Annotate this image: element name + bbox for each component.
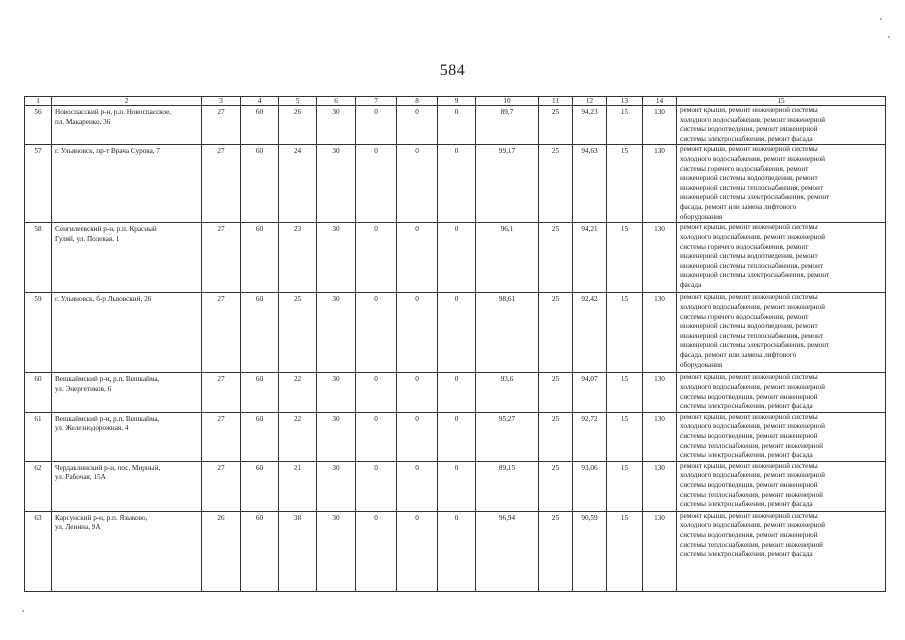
value-cell-c3: 27 — [202, 106, 241, 145]
value-cell-c11: 25 — [539, 373, 573, 412]
value-cell-c6: 30 — [317, 106, 356, 145]
header-cell: 11 — [539, 97, 573, 106]
address-line: г. Ульяновск, пр-т Врача Сурова, 7 — [55, 147, 160, 156]
value-cell-c11: 25 — [539, 223, 573, 293]
header-cell: 13 — [607, 97, 643, 106]
value-cell-c14: 130 — [643, 412, 677, 461]
header-cell: 1 — [25, 97, 52, 106]
address-line: ул. Рабочая, 15А — [55, 473, 106, 482]
value-cell-c6: 30 — [317, 412, 356, 461]
value-cell-c13: 15 — [607, 461, 643, 511]
value-cell-c3: 27 — [202, 461, 241, 511]
value-cell-c3: 27 — [202, 373, 241, 412]
value-cell-c3: 27 — [202, 412, 241, 461]
value-cell-c7: 0 — [356, 373, 397, 412]
address-line: ул. Железнодорожная, 4 — [55, 424, 129, 433]
header-cell: 3 — [202, 97, 241, 106]
value-cell-c8: 0 — [397, 461, 438, 511]
works-line: холодного водоснабжения, ремонт инженерной — [680, 422, 825, 431]
table-row — [25, 412, 886, 461]
works-line: инженерной системы электроснабжения, ремонт — [680, 271, 830, 280]
value-cell-c8: 0 — [397, 145, 438, 223]
value-cell-c5: 26 — [279, 106, 317, 145]
value-cell-c13: 15 — [607, 293, 643, 373]
value-cell-c7: 0 — [356, 412, 397, 461]
value-cell-c4: 60 — [241, 223, 279, 293]
works-cell — [677, 145, 886, 223]
address-cell — [52, 461, 202, 511]
table-row — [25, 511, 886, 591]
works-line: фасада, ремонт или замена лифтового — [680, 350, 797, 359]
value-cell-c8: 0 — [397, 412, 438, 461]
value-cell-c13: 15 — [607, 145, 643, 223]
works-line: системы электроснабжения, ремонт фасада — [680, 134, 813, 143]
value-cell-c8: 0 — [397, 373, 438, 412]
value-cell-c5: 24 — [279, 145, 317, 223]
value-cell-c8: 0 — [397, 293, 438, 373]
value-cell-c5: 21 — [279, 461, 317, 511]
scan-speck — [22, 610, 24, 612]
value-cell-c14: 130 — [643, 293, 677, 373]
header-cell: 2 — [52, 97, 202, 106]
value-cell-c12: 94,07 — [573, 373, 607, 412]
value-cell-c9: 0 — [438, 106, 476, 145]
works-line: оборудования — [680, 360, 723, 369]
address-line: г. Ульяновск, б-р Львовский, 26 — [55, 295, 152, 304]
works-line: инженерной системы теплоснабжения, ремонт — [680, 331, 824, 340]
works-line: системы электроснабжения, ремонт фасада — [680, 451, 813, 460]
works-line: системы теплоснабжения, ремонт инженерной — [680, 490, 824, 499]
works-line: инженерной системы водоотведения, ремонт — [680, 174, 818, 183]
works-line: ремонт крыши, ремонт инженерной системы — [680, 106, 818, 114]
value-cell-c9: 0 — [438, 293, 476, 373]
value-cell-c11: 25 — [539, 145, 573, 223]
works-cell — [677, 223, 886, 293]
works-line: системы водоотведения, ремонт инженерной — [680, 480, 818, 489]
works-line: системы электроснабжения, ремонт фасада — [680, 550, 813, 559]
works-line: системы теплоснабжения, ремонт инженерной — [680, 540, 824, 549]
row-number-cell: 63 — [25, 511, 52, 591]
value-cell-c12: 92,72 — [573, 412, 607, 461]
value-cell-c11: 25 — [539, 293, 573, 373]
row-number-cell: 56 — [25, 106, 52, 145]
table-row — [25, 145, 886, 223]
works-line: системы водоотведения, ремонт инженерной — [680, 431, 818, 440]
works-line: холодного водоснабжения, ремонт инженерной — [680, 232, 825, 241]
works-line: системы водоотведения, ремонт инженерной — [680, 392, 818, 401]
address-line: Вешкаймский р-н, р.п. Вешкайма, — [55, 414, 160, 423]
header-cell: 7 — [356, 97, 397, 106]
value-cell-c14: 130 — [643, 223, 677, 293]
value-cell-c12: 94,63 — [573, 145, 607, 223]
value-cell-c6: 30 — [317, 461, 356, 511]
works-line: инженерной системы электроснабжения, ремонт — [680, 341, 830, 350]
header-cell: 8 — [397, 97, 438, 106]
works-line: холодного водоснабжения, ремонт инженерной — [680, 154, 825, 163]
value-cell-c4: 60 — [241, 412, 279, 461]
works-line: системы водоотведения, ремонт инженерной — [680, 125, 818, 134]
value-cell-c14: 130 — [643, 511, 677, 591]
address-cell — [52, 223, 202, 293]
value-cell-c8: 0 — [397, 511, 438, 591]
value-cell-c12: 92,42 — [573, 293, 607, 373]
value-cell-c4: 60 — [241, 293, 279, 373]
value-cell-c7: 0 — [356, 145, 397, 223]
works-line: ремонт крыши, ремонт инженерной системы — [680, 412, 818, 421]
works-line: инженерной системы теплоснабжения, ремонт — [680, 261, 824, 270]
scan-speck — [888, 36, 890, 38]
works-line: холодного водоснабжения, ремонт инженерной — [680, 115, 825, 124]
value-cell-c5: 22 — [279, 412, 317, 461]
scan-speck — [880, 18, 882, 20]
value-cell-c9: 0 — [438, 461, 476, 511]
value-cell-c9: 0 — [438, 145, 476, 223]
header-cell: 9 — [438, 97, 476, 106]
works-cell — [677, 461, 886, 511]
works-line: холодного водоснабжения, ремонт инженерной — [680, 521, 825, 530]
column-number-header — [25, 97, 886, 106]
address-line: Карсунский р-н, р.п. Языково, — [55, 513, 148, 522]
works-line: инженерной системы водоотведения, ремонт — [680, 322, 818, 331]
address-cell — [52, 293, 202, 373]
value-cell-c9: 0 — [438, 223, 476, 293]
works-line: системы водоотведения, ремонт инженерной — [680, 530, 818, 539]
value-cell-c7: 0 — [356, 461, 397, 511]
value-cell-c14: 130 — [643, 145, 677, 223]
value-cell-c8: 0 — [397, 106, 438, 145]
value-cell-c11: 25 — [539, 412, 573, 461]
address-cell — [52, 106, 202, 145]
value-cell-c13: 15 — [607, 511, 643, 591]
value-cell-c5: 23 — [279, 223, 317, 293]
value-cell-c11: 25 — [539, 461, 573, 511]
value-cell-c7: 0 — [356, 293, 397, 373]
row-number-cell: 57 — [25, 145, 52, 223]
works-line: фасада, ремонт или замена лифтового — [680, 202, 797, 211]
value-cell-c3: 27 — [202, 223, 241, 293]
value-cell-c6: 30 — [317, 223, 356, 293]
value-cell-c4: 60 — [241, 373, 279, 412]
works-line: системы электроснабжения, ремонт фасада — [680, 402, 813, 411]
works-line: инженерной системы электроснабжения, ремонт — [680, 193, 830, 202]
address-cell — [52, 511, 202, 591]
works-line: холодного водоснабжения, ремонт инженерной — [680, 302, 825, 311]
address-line: ул. Ленина, 9А — [55, 523, 101, 532]
works-line: инженерной системы водоотведения, ремонт — [680, 252, 818, 261]
address-line: пл. Макаренко, 36 — [55, 117, 111, 126]
value-cell-c3: 27 — [202, 293, 241, 373]
value-cell-c9: 0 — [438, 373, 476, 412]
header-cell: 6 — [317, 97, 356, 106]
value-cell-c4: 60 — [241, 461, 279, 511]
header-cell: 14 — [643, 97, 677, 106]
table-row — [25, 461, 886, 511]
works-cell — [677, 412, 886, 461]
works-line: системы электроснабжения, ремонт фасада — [680, 500, 813, 509]
value-cell-c7: 0 — [356, 223, 397, 293]
works-line: оборудования — [680, 212, 723, 221]
value-cell-c11: 25 — [539, 511, 573, 591]
works-line: системы горячего водоснабжения, ремонт — [680, 312, 809, 321]
value-cell-c3: 27 — [202, 145, 241, 223]
value-cell-c9: 0 — [438, 412, 476, 461]
value-cell-c13: 15 — [607, 223, 643, 293]
address-line: Гуляй, ул. Полевая, 1 — [55, 234, 120, 243]
repair-register-table — [24, 96, 886, 592]
value-cell-c4: 60 — [241, 106, 279, 145]
works-line: системы горячего водоснабжения, ремонт — [680, 242, 809, 251]
value-cell-c14: 130 — [643, 373, 677, 412]
row-number-cell: 58 — [25, 223, 52, 293]
value-cell-c8: 0 — [397, 223, 438, 293]
value-cell-c6: 30 — [317, 373, 356, 412]
page-number: 584 — [439, 62, 466, 79]
table-row — [25, 373, 886, 412]
row-number-cell: 62 — [25, 461, 52, 511]
value-cell-c13: 15 — [607, 373, 643, 412]
value-cell-c11: 25 — [539, 106, 573, 145]
value-cell-c13: 15 — [607, 106, 643, 145]
header-cell: 10 — [476, 97, 539, 106]
header-cell: 5 — [279, 97, 317, 106]
value-cell-c6: 30 — [317, 511, 356, 591]
value-cell-c6: 30 — [317, 293, 356, 373]
value-cell-c3: 26 — [202, 511, 241, 591]
value-cell-c5: 38 — [279, 511, 317, 591]
works-line: системы теплоснабжения, ремонт инженерной — [680, 441, 824, 450]
address-line: Чердаклинский р-н, пос. Мирный, — [55, 463, 161, 472]
works-line: ремонт крыши, ремонт инженерной системы — [680, 293, 818, 302]
works-cell — [677, 106, 886, 145]
works-line: холодного водоснабжения, ремонт инженерной — [680, 382, 825, 391]
address-cell — [52, 373, 202, 412]
works-line: ремонт крыши, ремонт инженерной системы — [680, 145, 818, 154]
table-row — [25, 223, 886, 293]
header-cell: 12 — [573, 97, 607, 106]
works-cell — [677, 293, 886, 373]
value-cell-c6: 30 — [317, 145, 356, 223]
value-cell-c7: 0 — [356, 511, 397, 591]
works-line: ремонт крыши, ремонт инженерной системы — [680, 223, 818, 232]
value-cell-c4: 60 — [241, 511, 279, 591]
value-cell-c12: 94,23 — [573, 106, 607, 145]
table-row — [25, 293, 886, 373]
address-line: ул. Энергетиков, 6 — [55, 384, 112, 393]
value-cell-c10: 89,7 — [476, 106, 539, 145]
value-cell-c5: 22 — [279, 373, 317, 412]
value-cell-c10: 89,15 — [476, 461, 539, 511]
value-cell-c7: 0 — [356, 106, 397, 145]
address-line: Новоспасский р-н, р.п. Новоспасское, — [55, 108, 172, 116]
works-line: фасада — [680, 280, 702, 289]
works-line: холодного водоснабжения, ремонт инженерной — [680, 471, 825, 480]
works-line: системы горячего водоснабжения, ремонт — [680, 164, 809, 173]
address-line: Вешкаймский р-н, р.п. Вешкайма, — [55, 375, 160, 384]
value-cell-c12: 90,59 — [573, 511, 607, 591]
value-cell-c10: 96,1 — [476, 223, 539, 293]
value-cell-c12: 93,06 — [573, 461, 607, 511]
value-cell-c10: 95,27 — [476, 412, 539, 461]
header-cell: 15 — [677, 97, 886, 106]
row-number-cell: 60 — [25, 373, 52, 412]
value-cell-c10: 99,17 — [476, 145, 539, 223]
value-cell-c5: 25 — [279, 293, 317, 373]
value-cell-c10: 96,94 — [476, 511, 539, 591]
value-cell-c10: 93,6 — [476, 373, 539, 412]
value-cell-c9: 0 — [438, 511, 476, 591]
value-cell-c13: 15 — [607, 412, 643, 461]
value-cell-c14: 130 — [643, 461, 677, 511]
works-line: инженерной системы теплоснабжения, ремонт — [680, 183, 824, 192]
address-cell — [52, 145, 202, 223]
table-row — [25, 106, 886, 145]
value-cell-c4: 60 — [241, 145, 279, 223]
works-line: ремонт крыши, ремонт инженерной системы — [680, 511, 818, 520]
value-cell-c10: 98,61 — [476, 293, 539, 373]
works-line: ремонт крыши, ремонт инженерной системы — [680, 461, 818, 470]
header-cell: 4 — [241, 97, 279, 106]
value-cell-c12: 94,21 — [573, 223, 607, 293]
works-line: ремонт крыши, ремонт инженерной системы — [680, 373, 818, 382]
works-cell — [677, 511, 886, 591]
value-cell-c14: 130 — [643, 106, 677, 145]
address-cell — [52, 412, 202, 461]
row-number-cell: 61 — [25, 412, 52, 461]
row-number-cell: 59 — [25, 293, 52, 373]
address-line: Сенгилеевский р-н, р.п. Красный — [55, 225, 157, 234]
works-cell — [677, 373, 886, 412]
